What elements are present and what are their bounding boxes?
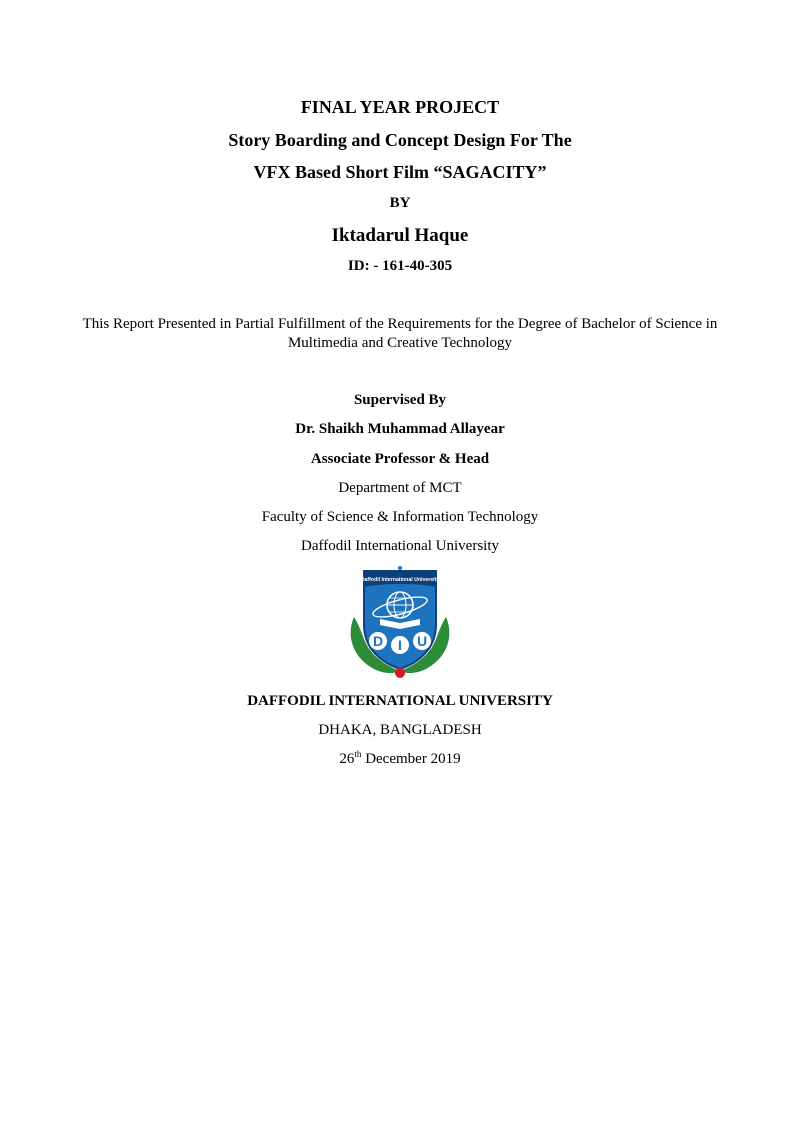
diu-crest-icon xyxy=(340,565,460,683)
shield-shape xyxy=(364,571,436,669)
city-country: DHAKA, BANGLADESH xyxy=(318,722,482,738)
crest-top-dot xyxy=(398,566,402,570)
supervised-by-heading: Supervised By xyxy=(353,392,447,408)
university-logo xyxy=(340,565,460,683)
project-type-heading: FINAL YEAR PROJECT xyxy=(300,97,500,117)
author-name: Iktadarul Haque xyxy=(331,225,469,246)
supervisor-name: Dr. Shaikh Muhammad Allayear xyxy=(295,421,505,437)
date-suffix: th xyxy=(354,749,362,759)
crest-red-dot xyxy=(395,668,405,678)
logo-letter-d: D xyxy=(372,633,384,649)
project-title-line-1: Story Boarding and Concept Design For The xyxy=(228,130,572,150)
date-rest: December 2019 xyxy=(361,751,461,767)
project-title-line-2: VFX Based Short Film “SAGACITY” xyxy=(253,162,547,182)
faculty: Faculty of Science & Information Technology xyxy=(261,509,539,525)
department: Department of MCT xyxy=(338,480,462,496)
logo-letter-i: I xyxy=(398,637,402,653)
logo-letter-u: U xyxy=(416,633,428,649)
degree-statement: This Report Presented in Partial Fulfillment of the Requirements for the Degree of Bachelor of Science in Multimedia and Creative Technology xyxy=(82,316,718,351)
author-id: ID: - 161-40-305 xyxy=(347,258,453,274)
university-name: Daffodil International University xyxy=(300,538,499,554)
date-day: 26 xyxy=(339,751,355,767)
banner-text: Daffodil International University xyxy=(360,577,440,583)
supervisor-title: Associate Professor & Head xyxy=(310,451,490,467)
by-label: BY xyxy=(389,195,411,211)
submission-date xyxy=(0,749,800,767)
university-caps: DAFFODIL INTERNATIONAL UNIVERSITY xyxy=(247,693,553,709)
